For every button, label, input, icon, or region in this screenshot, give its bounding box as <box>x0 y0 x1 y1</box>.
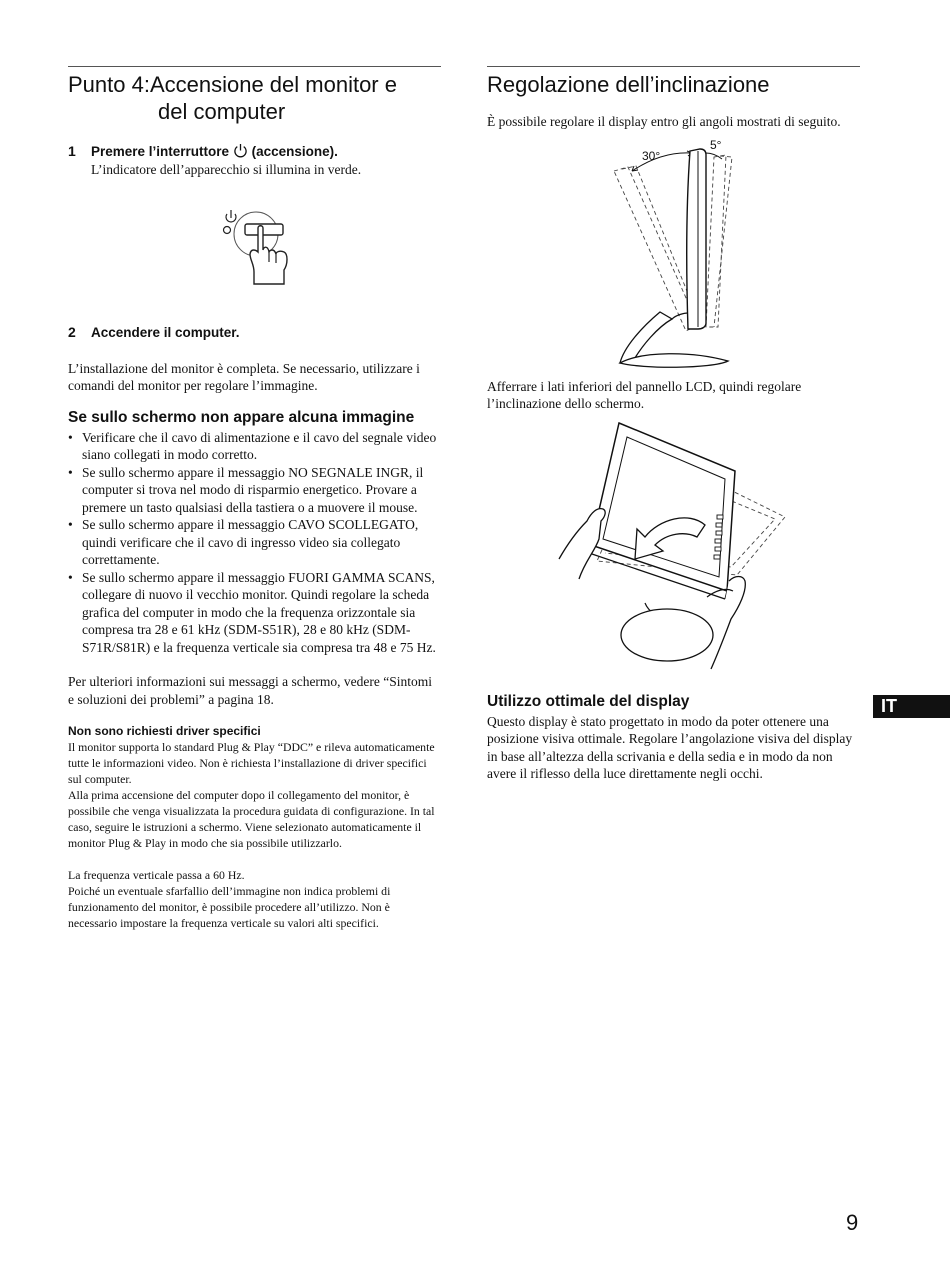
section-title-line2: del computer <box>158 99 286 124</box>
left-column <box>68 66 441 931</box>
step-title-after: (accensione). <box>251 144 338 159</box>
angle-front-label: 5° <box>710 137 722 152</box>
drivers-paragraph: Poiché un eventuale sfarfallio dell’immagine non indica problemi di funzionamento del monitor, è possibile procedere all’utilizzo. Non è necessario impostare la frequenza verticale su valori alti specifici. <box>68 884 391 930</box>
more-info-text: Per ulteriori informazioni sui messaggi a schermo, vedere “Sintomi e soluzioni dei problemi” a pagina 18. <box>68 674 433 707</box>
page-number: 9 <box>846 1210 859 1235</box>
tilt-angle-illustration <box>602 137 802 372</box>
optimal-use-text: Questo display è stato progettato in modo da poter ottenere una posizione visiva ottimale. Regolare l’angolazione visiva del display in base all’altezza della scrivania e della sedia e in modo da non avere il riflesso della luce direttamente negli occhi. <box>487 713 853 781</box>
drivers-heading: Non sono richiesti driver specifici <box>68 724 261 738</box>
step-title <box>91 143 441 161</box>
power-switch-illustration <box>218 206 318 296</box>
list-item: • Se sullo schermo appare il messaggio CAVO SCOLLEGATO, quindi verificare che il cavo di ingresso video sia collegato correttamente. <box>68 516 441 569</box>
tilt-adjust-illustration <box>549 421 789 671</box>
drivers-paragraph: Il monitor supporta lo standard Plug & Play “DDC” e rileva automaticamente tutte le informazioni video. Non è richiesta l’installazione di driver specifici sul computer. <box>68 740 435 786</box>
right-column <box>487 66 860 783</box>
section-rule <box>487 66 860 67</box>
section-title-line1: Punto 4:Accensione del monitor e <box>68 72 397 97</box>
power-icon <box>233 143 248 158</box>
optimal-use-heading: Utilizzo ottimale del display <box>487 692 690 710</box>
step-text: L’indicatore dell’apparecchio si illumina in verde. <box>91 162 362 177</box>
angle-back-label: 30° <box>642 148 661 163</box>
list-item: • Se sullo schermo appare il messaggio NO SEGNALE INGR, il computer si trova nel modo di risparmio energetico. Provare a premere un tasto qualsiasi della tastiera o a muovere il mouse. <box>68 464 441 517</box>
step-1 <box>68 143 441 179</box>
step-title: Accendere il computer. <box>91 324 240 340</box>
list-item: • Verificare che il cavo di alimentazione e il cavo del segnale video siano collegati in modo corretto. <box>68 429 441 464</box>
section-rule <box>68 66 441 67</box>
install-complete-text: L’installazione del monitor è completa. Se necessario, utilizzare i comandi del monitor per regolare l’immagine. <box>68 360 420 393</box>
list-item: • Se sullo schermo appare il messaggio FUORI GAMMA SCANS, collegare di nuovo il vecchio monitor. Quindi regolare la scheda grafica del computer in modo che la frequenza orizzontale sia compresa tra 28 e 61 kHz (SDM-S51R), 28 e 80 kHz (SDM-S71R/S81R) e la frequenza verticale sia compresa tra 48 e 75 Hz. <box>68 569 441 657</box>
no-image-heading: Se sullo schermo non appare alcuna immagine <box>68 408 415 426</box>
tilt-intro-text: È possibile regolare il display entro gli angoli mostrati di seguito. <box>487 114 841 129</box>
step-title-before: Premere l’interruttore <box>91 144 230 159</box>
drivers-paragraph: Alla prima accensione del computer dopo il collegamento del monitor, è possibile che venga visualizzata la procedura guidata di configurazione. In tal caso, seguire le istruzioni a schermo. Viene selezionato automaticamente il monitor Plug & Play in modo che sia possibile utilizzarlo. <box>68 788 435 850</box>
step-2 <box>68 324 441 342</box>
language-tab: IT <box>873 695 950 718</box>
step-number: 1 <box>68 143 76 159</box>
section-title: Regolazione dell’inclinazione <box>487 72 770 97</box>
drivers-paragraph: La frequenza verticale passa a 60 Hz. <box>68 868 245 882</box>
section-title <box>68 71 441 125</box>
grip-instruction-text: Afferrare i lati inferiori del pannello LCD, quindi regolare l’inclinazione dello schermo. <box>487 378 802 411</box>
no-image-bullet-list <box>68 429 441 657</box>
step-number: 2 <box>68 323 76 340</box>
